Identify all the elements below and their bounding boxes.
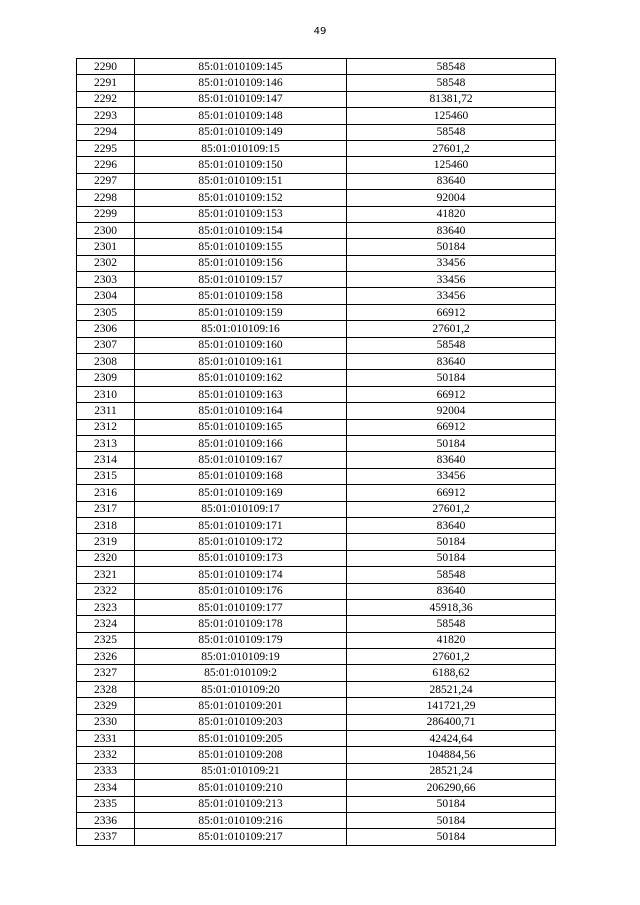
table-row [77, 583, 556, 599]
row-number-cell: 2294 [77, 124, 135, 140]
row-number-cell: 2304 [77, 288, 135, 304]
table-row [77, 452, 556, 468]
value-cell: 50184 [347, 550, 556, 566]
row-number-cell: 2312 [77, 419, 135, 435]
table-row [77, 698, 556, 714]
row-number-cell: 2327 [77, 665, 135, 681]
table-row [77, 796, 556, 812]
cadastral-number-cell: 85:01:010109:148 [135, 108, 347, 124]
table-row [77, 567, 556, 583]
row-number-cell: 2333 [77, 763, 135, 779]
value-cell: 50184 [347, 829, 556, 845]
cadastral-number-cell: 85:01:010109:154 [135, 222, 347, 238]
cadastral-number-cell: 85:01:010109:201 [135, 698, 347, 714]
row-number-cell: 2323 [77, 599, 135, 615]
value-cell: 125460 [347, 157, 556, 173]
cadastral-number-cell: 85:01:010109:163 [135, 386, 347, 402]
cadastral-number-cell: 85:01:010109:178 [135, 616, 347, 632]
table-row [77, 59, 556, 75]
row-number-cell: 2301 [77, 239, 135, 255]
table-row [77, 239, 556, 255]
table-row [77, 190, 556, 206]
row-number-cell: 2336 [77, 812, 135, 828]
table-row [77, 304, 556, 320]
table-row [77, 337, 556, 353]
row-number-cell: 2296 [77, 157, 135, 173]
table-row [77, 731, 556, 747]
row-number-cell: 2311 [77, 403, 135, 419]
row-number-cell: 2308 [77, 354, 135, 370]
value-cell: 92004 [347, 190, 556, 206]
row-number-cell: 2319 [77, 534, 135, 550]
cadastral-number-cell: 85:01:010109:149 [135, 124, 347, 140]
row-number-cell: 2314 [77, 452, 135, 468]
cadastral-number-cell: 85:01:010109:16 [135, 321, 347, 337]
table-row [77, 616, 556, 632]
row-number-cell: 2310 [77, 386, 135, 402]
value-cell: 27601,2 [347, 140, 556, 156]
row-number-cell: 2307 [77, 337, 135, 353]
value-cell: 45918,36 [347, 599, 556, 615]
value-cell: 66912 [347, 386, 556, 402]
value-cell: 50184 [347, 435, 556, 451]
value-cell: 83640 [347, 452, 556, 468]
cadastral-number-cell: 85:01:010109:216 [135, 812, 347, 828]
table-row [77, 272, 556, 288]
value-cell: 58548 [347, 124, 556, 140]
row-number-cell: 2309 [77, 370, 135, 386]
value-cell: 58548 [347, 337, 556, 353]
table-row [77, 354, 556, 370]
cadastral-number-cell: 85:01:010109:152 [135, 190, 347, 206]
row-number-cell: 2295 [77, 140, 135, 156]
table-row [77, 665, 556, 681]
cadastral-number-cell: 85:01:010109:217 [135, 829, 347, 845]
row-number-cell: 2337 [77, 829, 135, 845]
cadastral-number-cell: 85:01:010109:162 [135, 370, 347, 386]
cadastral-number-cell: 85:01:010109:153 [135, 206, 347, 222]
table-row [77, 829, 556, 845]
value-cell: 50184 [347, 812, 556, 828]
row-number-cell: 2326 [77, 649, 135, 665]
table-row [77, 747, 556, 763]
table-row [77, 288, 556, 304]
value-cell: 286400,71 [347, 714, 556, 730]
value-cell: 125460 [347, 108, 556, 124]
row-number-cell: 2302 [77, 255, 135, 271]
cadastral-number-cell: 85:01:010109:169 [135, 485, 347, 501]
table-row [77, 222, 556, 238]
table-row [77, 501, 556, 517]
cadastral-number-cell: 85:01:010109:172 [135, 534, 347, 550]
cadastral-number-cell: 85:01:010109:213 [135, 796, 347, 812]
cadastral-number-cell: 85:01:010109:168 [135, 468, 347, 484]
row-number-cell: 2313 [77, 435, 135, 451]
value-cell: 83640 [347, 583, 556, 599]
value-cell: 66912 [347, 419, 556, 435]
cadastral-number-cell: 85:01:010109:155 [135, 239, 347, 255]
value-cell: 58548 [347, 59, 556, 75]
row-number-cell: 2306 [77, 321, 135, 337]
value-cell: 41820 [347, 632, 556, 648]
cadastral-number-cell: 85:01:010109:160 [135, 337, 347, 353]
row-number-cell: 2303 [77, 272, 135, 288]
row-number-cell: 2335 [77, 796, 135, 812]
cadastral-number-cell: 85:01:010109:151 [135, 173, 347, 189]
table-row [77, 370, 556, 386]
row-number-cell: 2320 [77, 550, 135, 566]
cadastral-number-cell: 85:01:010109:171 [135, 517, 347, 533]
table-row [77, 157, 556, 173]
cadastral-number-cell: 85:01:010109:167 [135, 452, 347, 468]
cadastral-number-cell: 85:01:010109:159 [135, 304, 347, 320]
table-row [77, 206, 556, 222]
table-row [77, 419, 556, 435]
row-number-cell: 2321 [77, 567, 135, 583]
table-row [77, 75, 556, 91]
value-cell: 50184 [347, 239, 556, 255]
value-cell: 92004 [347, 403, 556, 419]
cadastral-number-cell: 85:01:010109:164 [135, 403, 347, 419]
cadastral-number-cell: 85:01:010109:205 [135, 731, 347, 747]
table-row [77, 91, 556, 107]
table-row [77, 124, 556, 140]
table-row [77, 403, 556, 419]
table-row [77, 108, 556, 124]
table-row [77, 714, 556, 730]
value-cell: 50184 [347, 796, 556, 812]
value-cell: 58548 [347, 616, 556, 632]
value-cell: 41820 [347, 206, 556, 222]
cadastral-number-cell: 85:01:010109:158 [135, 288, 347, 304]
value-cell: 83640 [347, 173, 556, 189]
table-row [77, 140, 556, 156]
row-number-cell: 2317 [77, 501, 135, 517]
cadastral-number-cell: 85:01:010109:147 [135, 91, 347, 107]
cadastral-number-cell: 85:01:010109:174 [135, 567, 347, 583]
table-row [77, 763, 556, 779]
value-cell: 27601,2 [347, 501, 556, 517]
value-cell: 33456 [347, 468, 556, 484]
cadastral-number-cell: 85:01:010109:177 [135, 599, 347, 615]
cadastral-number-cell: 85:01:010109:150 [135, 157, 347, 173]
value-cell: 83640 [347, 222, 556, 238]
cadastral-number-cell: 85:01:010109:173 [135, 550, 347, 566]
cadastral-number-cell: 85:01:010109:157 [135, 272, 347, 288]
cadastral-number-cell: 85:01:010109:179 [135, 632, 347, 648]
table-row [77, 599, 556, 615]
cadastral-number-cell: 85:01:010109:203 [135, 714, 347, 730]
row-number-cell: 2297 [77, 173, 135, 189]
value-cell: 141721,29 [347, 698, 556, 714]
table-row [77, 321, 556, 337]
value-cell: 42424,64 [347, 731, 556, 747]
row-number-cell: 2331 [77, 731, 135, 747]
row-number-cell: 2322 [77, 583, 135, 599]
cadastral-number-cell: 85:01:010109:15 [135, 140, 347, 156]
table-row [77, 812, 556, 828]
table-row [77, 517, 556, 533]
value-cell: 28521,24 [347, 681, 556, 697]
table-row [77, 550, 556, 566]
value-cell: 66912 [347, 485, 556, 501]
row-number-cell: 2299 [77, 206, 135, 222]
table-row [77, 485, 556, 501]
row-number-cell: 2328 [77, 681, 135, 697]
value-cell: 33456 [347, 272, 556, 288]
row-number-cell: 2315 [77, 468, 135, 484]
cadastral-number-cell: 85:01:010109:145 [135, 59, 347, 75]
value-cell: 28521,24 [347, 763, 556, 779]
cadastral-number-cell: 85:01:010109:2 [135, 665, 347, 681]
cadastral-number-cell: 85:01:010109:19 [135, 649, 347, 665]
cadastral-number-cell: 85:01:010109:161 [135, 354, 347, 370]
row-number-cell: 2332 [77, 747, 135, 763]
row-number-cell: 2334 [77, 780, 135, 796]
row-number-cell: 2329 [77, 698, 135, 714]
row-number-cell: 2290 [77, 59, 135, 75]
table-row [77, 632, 556, 648]
value-cell: 66912 [347, 304, 556, 320]
page-number: 49 [313, 26, 327, 37]
value-cell: 83640 [347, 354, 556, 370]
row-number-cell: 2291 [77, 75, 135, 91]
cadastral-number-cell: 85:01:010109:208 [135, 747, 347, 763]
value-cell: 104884,56 [347, 747, 556, 763]
table-row [77, 386, 556, 402]
value-cell: 58548 [347, 567, 556, 583]
value-cell: 83640 [347, 517, 556, 533]
cadastral-number-cell: 85:01:010109:166 [135, 435, 347, 451]
table-body [77, 59, 556, 846]
value-cell: 50184 [347, 534, 556, 550]
table-row [77, 681, 556, 697]
value-cell: 206290,66 [347, 780, 556, 796]
table-row [77, 173, 556, 189]
cadastral-number-cell: 85:01:010109:20 [135, 681, 347, 697]
value-cell: 58548 [347, 75, 556, 91]
cadastral-value-table [76, 58, 556, 846]
row-number-cell: 2330 [77, 714, 135, 730]
row-number-cell: 2300 [77, 222, 135, 238]
table-row [77, 534, 556, 550]
cadastral-number-cell: 85:01:010109:210 [135, 780, 347, 796]
table-row [77, 468, 556, 484]
table-row [77, 255, 556, 271]
table-row [77, 435, 556, 451]
row-number-cell: 2292 [77, 91, 135, 107]
value-cell: 27601,2 [347, 649, 556, 665]
value-cell: 6188,62 [347, 665, 556, 681]
row-number-cell: 2324 [77, 616, 135, 632]
cadastral-number-cell: 85:01:010109:17 [135, 501, 347, 517]
table-row [77, 780, 556, 796]
cadastral-number-cell: 85:01:010109:176 [135, 583, 347, 599]
cadastral-number-cell: 85:01:010109:21 [135, 763, 347, 779]
row-number-cell: 2293 [77, 108, 135, 124]
cadastral-number-cell: 85:01:010109:165 [135, 419, 347, 435]
row-number-cell: 2305 [77, 304, 135, 320]
value-cell: 33456 [347, 255, 556, 271]
row-number-cell: 2316 [77, 485, 135, 501]
cadastral-number-cell: 85:01:010109:146 [135, 75, 347, 91]
row-number-cell: 2318 [77, 517, 135, 533]
value-cell: 81381,72 [347, 91, 556, 107]
table-row [77, 649, 556, 665]
value-cell: 50184 [347, 370, 556, 386]
cadastral-number-cell: 85:01:010109:156 [135, 255, 347, 271]
row-number-cell: 2325 [77, 632, 135, 648]
value-cell: 33456 [347, 288, 556, 304]
value-cell: 27601,2 [347, 321, 556, 337]
row-number-cell: 2298 [77, 190, 135, 206]
